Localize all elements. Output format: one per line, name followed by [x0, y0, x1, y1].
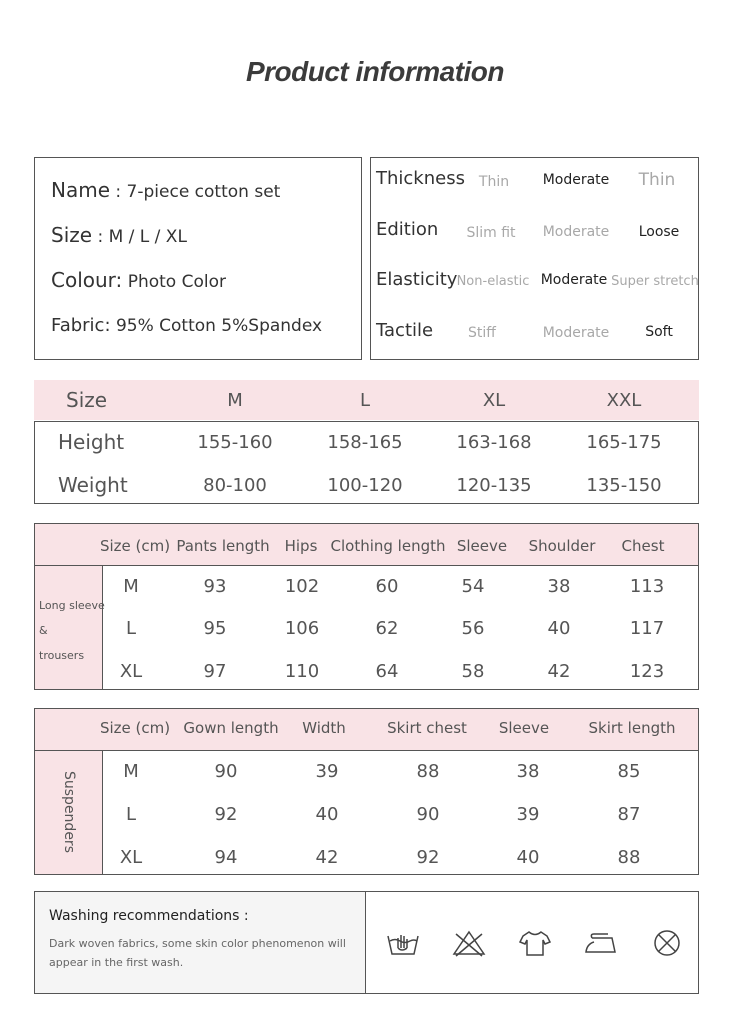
attr-option: Moderate [540, 272, 608, 288]
size-cell: M [123, 576, 139, 597]
attr-option: Slim fit [466, 225, 516, 241]
height-value: 155-160 [197, 432, 273, 453]
size-header-cell: XXL [606, 390, 642, 411]
washing-title: Washing recommendations : [49, 908, 249, 924]
side-label-line: Long sleeve [39, 599, 105, 612]
attr-row-elasticity [371, 269, 698, 299]
attr-option: Soft [645, 324, 673, 340]
measure-cell: 88 [416, 761, 440, 782]
measure-cell: 85 [617, 761, 641, 782]
measure-cell: 94 [214, 847, 238, 868]
measure-cell: 123 [629, 661, 665, 682]
long-sleeve-side-label [35, 566, 103, 689]
iron-icon [584, 928, 618, 958]
side-label-line: & [39, 624, 48, 637]
header-cell: Width [302, 719, 346, 737]
side-label-line: trousers [39, 649, 85, 662]
hand-wash-icon [386, 928, 420, 958]
measure-cell: 90 [416, 804, 440, 825]
measure-cell: 102 [284, 576, 320, 597]
suspenders-side-label [35, 751, 103, 874]
product-info-box [34, 157, 362, 360]
attr-row-thickness [371, 168, 698, 198]
height-value: 163-168 [456, 432, 532, 453]
attr-name: Thickness [376, 168, 465, 189]
attr-row-edition [371, 219, 698, 249]
attr-name: Elasticity [376, 269, 458, 290]
size-header-label: Size [66, 388, 108, 412]
header-cell: Clothing length [330, 537, 446, 555]
attr-row-tactile [371, 320, 698, 350]
size-header-cell: L [359, 390, 371, 411]
header-cell: Chest [621, 537, 665, 555]
header-cell: Gown length [183, 719, 279, 737]
header-cell: Sleeve [456, 537, 508, 555]
measure-cell: 92 [416, 847, 440, 868]
no-tumble-dry-icon [650, 928, 684, 958]
attr-option: Moderate [542, 224, 610, 240]
weight-value: 135-150 [586, 475, 662, 496]
measure-cell: 117 [629, 618, 665, 639]
measure-cell: 38 [547, 576, 571, 597]
attr-name: Edition [376, 219, 439, 240]
name-row [51, 178, 280, 202]
long-sleeve-table [34, 523, 699, 690]
header-cell: Shoulder [528, 537, 596, 555]
measure-cell: 40 [516, 847, 540, 868]
measure-cell: 56 [461, 618, 485, 639]
measure-cell: 54 [461, 576, 485, 597]
measure-cell: 40 [547, 618, 571, 639]
washing-box [34, 891, 699, 994]
measure-cell: 39 [315, 761, 339, 782]
measure-cell: 62 [375, 618, 399, 639]
header-cell: Size (cm) [99, 537, 171, 555]
measure-cell: 90 [214, 761, 238, 782]
header-cell: Skirt length [588, 719, 676, 737]
side-label-vertical: Suspenders [61, 771, 77, 853]
measure-cell: 38 [516, 761, 540, 782]
measure-cell: 64 [375, 661, 399, 682]
size-value: : M / L / XL [97, 227, 187, 247]
hang-dry-icon [518, 928, 552, 958]
suspenders-table [34, 708, 699, 875]
no-bleach-icon [452, 928, 486, 958]
colour-label: Colour: [51, 268, 123, 292]
fabric-label: Fabric: [51, 315, 111, 336]
attr-option: Stiff [468, 325, 496, 341]
size-label: Size [51, 223, 93, 247]
measure-cell: 60 [375, 576, 399, 597]
size-cell: XL [119, 661, 143, 682]
height-label: Height [58, 430, 125, 454]
size-chart-body [34, 421, 699, 504]
fabric-row [51, 315, 322, 336]
measure-cell: 93 [203, 576, 227, 597]
name-value: : 7-piece cotton set [115, 182, 281, 202]
fabric-value: 95% Cotton 5%Spandex [115, 316, 323, 336]
long-sleeve-header [35, 524, 698, 566]
header-cell: Pants length [176, 537, 270, 555]
measure-cell: 113 [629, 576, 665, 597]
washing-description: Dark woven fabrics, some skin color phenomenon will appear in the first wash. [49, 937, 346, 969]
measure-cell: 97 [203, 661, 227, 682]
attr-option: Thin [638, 170, 676, 190]
name-label: Name [51, 178, 111, 202]
colour-row [51, 268, 226, 292]
attr-option: Non-elastic [456, 274, 530, 289]
measure-cell: 42 [315, 847, 339, 868]
weight-value: 80-100 [203, 475, 267, 496]
weight-value: 120-135 [456, 475, 532, 496]
header-cell: Size (cm) [99, 719, 171, 737]
measure-cell: 92 [214, 804, 238, 825]
attr-option: Moderate [542, 172, 610, 188]
header-cell: Sleeve [498, 719, 550, 737]
size-cell: XL [119, 847, 143, 868]
size-row [51, 223, 187, 247]
measure-cell: 88 [617, 847, 641, 868]
washing-text-panel [35, 892, 366, 993]
page-title: Product information [245, 56, 505, 87]
size-cell: L [125, 618, 137, 639]
measure-cell: 39 [516, 804, 540, 825]
attr-option: Loose [638, 224, 680, 240]
size-cell: M [123, 761, 139, 782]
size-chart-header [34, 380, 699, 420]
weight-label: Weight [58, 473, 128, 497]
attr-name: Tactile [376, 320, 434, 341]
colour-value: Photo Color [127, 272, 226, 292]
measure-cell: 110 [284, 661, 320, 682]
height-value: 158-165 [327, 432, 403, 453]
size-header-cell: XL [482, 390, 506, 411]
attr-option: Thin [478, 174, 510, 190]
header-cell: Skirt chest [387, 719, 467, 737]
size-header-cell: M [227, 390, 243, 411]
weight-value: 100-120 [327, 475, 403, 496]
measure-cell: 58 [461, 661, 485, 682]
header-cell: Hips [284, 537, 318, 555]
measure-cell: 40 [315, 804, 339, 825]
measure-cell: 95 [203, 618, 227, 639]
measure-cell: 87 [617, 804, 641, 825]
attr-option: Moderate [542, 325, 610, 341]
measure-cell: 106 [284, 618, 320, 639]
height-value: 165-175 [586, 432, 662, 453]
size-cell: L [125, 804, 137, 825]
attribute-box [370, 157, 699, 360]
suspenders-header [35, 709, 698, 751]
attr-option: Super stretch [611, 274, 699, 289]
measure-cell: 42 [547, 661, 571, 682]
